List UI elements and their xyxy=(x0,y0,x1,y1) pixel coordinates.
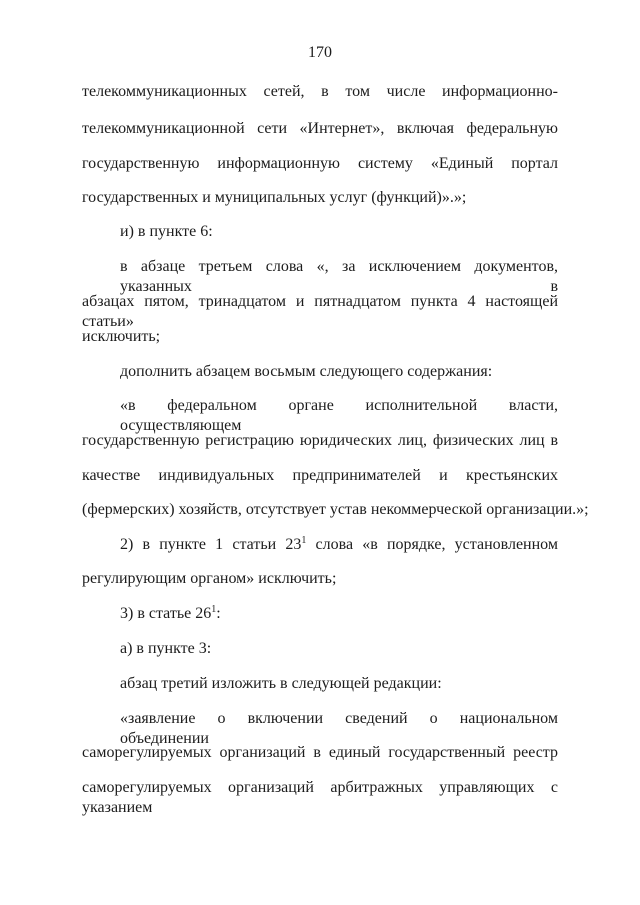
text-segment: 2) в пункте 1 статьи 23 xyxy=(120,536,302,553)
text-line-with-superscript xyxy=(120,535,558,555)
text-line: регулирующим органом» исключить; xyxy=(82,570,337,587)
text-line: саморегулируемых организаций арбитражных управляющих с указанием xyxy=(82,779,558,816)
text-line: саморегулируемых организаций в единый государственный реестр xyxy=(82,744,558,761)
text-line: (фермерских) хозяйств, отсутствует устав некоммерческой организации.»; xyxy=(82,501,589,518)
superscript: 1 xyxy=(301,535,307,546)
text-line: телекоммуникационной сети «Интернет», включая федеральную xyxy=(82,120,558,137)
text-line: а) в пункте 3: xyxy=(120,640,212,657)
text-line: исключить; xyxy=(82,328,161,345)
superscript: 1 xyxy=(211,604,217,615)
text-line: абзац третий изложить в следующей редакции: xyxy=(120,675,442,692)
text-line: абзацах пятом, тринадцатом и пятнадцатом пункта 4 настоящей статьи» xyxy=(82,293,558,330)
text-line: «в федеральном органе исполнительной власти, осуществляющем xyxy=(120,397,558,434)
page-number: 170 xyxy=(308,44,332,61)
text-line: государственных и муниципальных услуг (функций)».»; xyxy=(82,189,467,206)
text-line: телекоммуникационных сетей, в том числе информационно- xyxy=(82,83,558,100)
text-segment: : xyxy=(216,605,221,622)
text-line: «заявление о включении сведений о национальном объединении xyxy=(120,710,558,747)
text-segment: слова «в порядке, установленном xyxy=(306,536,558,553)
text-line: качестве индивидуальных предпринимателей и крестьянских xyxy=(82,467,558,484)
text-line: государственную информационную систему «Единый портал xyxy=(82,155,558,172)
text-segment: 3) в статье 26 xyxy=(120,605,212,622)
text-line: государственную регистрацию юридических лиц, физических лиц в xyxy=(82,432,558,449)
text-line: дополнить абзацем восьмым следующего содержания: xyxy=(120,363,493,380)
text-line-with-superscript xyxy=(120,604,558,624)
text-line: в абзаце третьем слова «, за исключением документов, указанных в xyxy=(120,258,558,295)
text-line: и) в пункте 6: xyxy=(120,223,213,240)
